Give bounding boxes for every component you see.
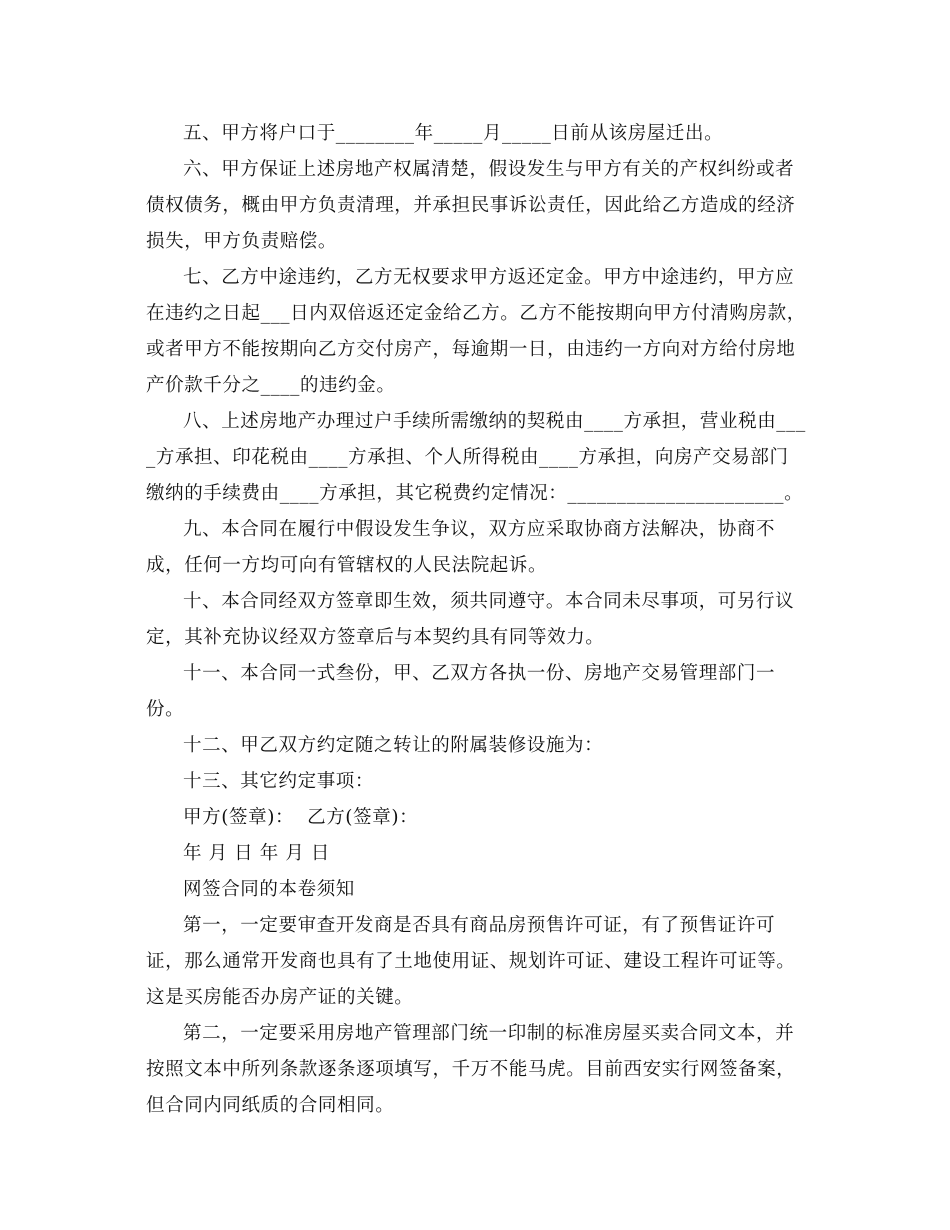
clause-5-household-registration: 五、甲方将户口于________年_____月_____日前从该房屋迁出。 [183, 123, 724, 144]
clause-11-copies: 十一、本合同一式叁份，甲、乙双方各执一份、房地产交易管理部门一份。 [146, 663, 776, 720]
clause-8-taxes-and-fees: 八、上述房地产办理过户手续所需缴纳的契税由____方承担，营业税由____方承担、印花税由____方承担、个人所得税由____方承担，向房产交易部门缴纳的手续费由____方承担，其它税费约定情况：______________________。 [146, 411, 806, 504]
clause-10-effectiveness: 十、本合同经双方签章即生效，须共同遵守。本合同未尽事项，可另行议定，其补充协议经双方签章后与本契约具有同等效力。 [146, 591, 795, 648]
signature-line: 甲方(签章)： 乙方(签章)： [183, 807, 419, 828]
section-heading-notes: 网签合同的本卷须知 [183, 879, 355, 900]
clause-9-dispute-resolution: 九、本合同在履行中假设发生争议，双方应采取协商方法解决，协商不成，任何一方均可向有管辖权的人民法院起诉。 [146, 519, 776, 576]
clause-7-breach-of-contract: 七、乙方中途违约，乙方无权要求甲方返还定金。甲方中途违约，甲方应在违约之日起___日内双倍返还定金给乙方。乙方不能按期向甲方付清购房款，或者甲方不能按期向乙方交付房产，每逾期一日，由违约一方向对方给付房地产价款千分之____的违约金。 [146, 267, 806, 396]
clause-12-attached-fixtures: 十二、甲乙双方约定随之转让的附属装修设施为： [183, 735, 604, 756]
contract-body [146, 116, 806, 1124]
date-line: 年 月 日 年 月 日 [183, 843, 331, 864]
clause-13-other-terms: 十三、其它约定事项： [183, 771, 375, 792]
clause-6-property-rights: 六、甲方保证上述房地产权属清楚，假设发生与甲方有关的产权纠纷或者债权债务，概由甲方负责清理，并承担民事诉讼责任，因此给乙方造成的经济损失，甲方负责赔偿。 [146, 159, 796, 252]
note-1-presale-permit: 第一，一定要审查开发商是否具有商品房预售许可证，有了预售证许可证，那么通常开发商也具有了土地使用证、规划许可证、建设工程许可证等。这是买房能否办房产证的关键。 [146, 915, 796, 1008]
note-2-standard-contract: 第二，一定要采用房地产管理部门统一印制的标准房屋买卖合同文本，并按照文本中所列条款逐条逐项填写，千万不能马虎。目前西安实行网签备案，但合同内同纸质的合同相同。 [146, 1023, 796, 1116]
